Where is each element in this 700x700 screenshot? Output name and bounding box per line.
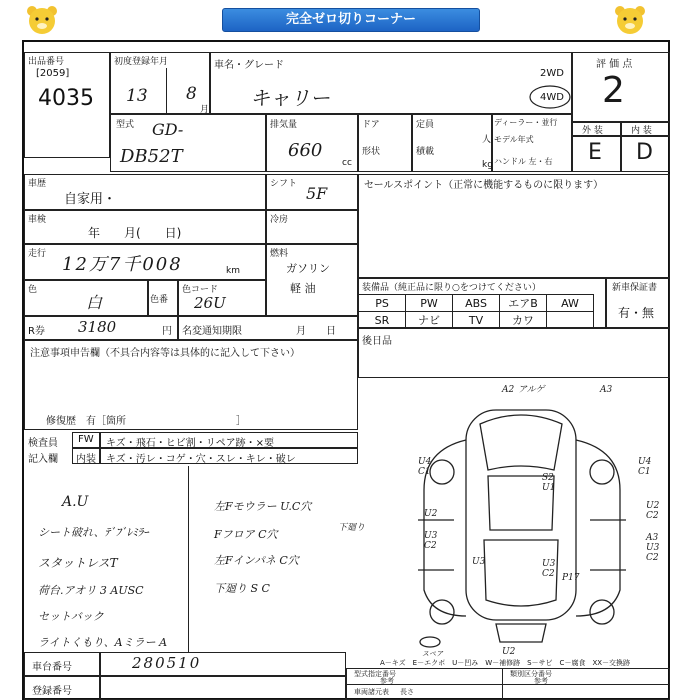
exterior-label: 外 装 xyxy=(582,126,603,136)
reg-label: 登録番号 xyxy=(32,686,72,697)
yen-unit: 円 xyxy=(162,326,172,337)
model-value: キャリー xyxy=(250,86,330,110)
first-reg-label: 初度登録年月 xyxy=(114,57,169,67)
note-right-5: 下廻り S C xyxy=(214,582,270,595)
color-code-label: 色コード xyxy=(182,285,219,295)
banner xyxy=(0,0,700,40)
note-left-6: ライトくもり、Aミラー A xyxy=(38,636,168,649)
banner-title: 完全ゼロ切りコーナー xyxy=(222,8,480,32)
equip-tv: TV xyxy=(453,312,500,329)
shift-label: シフト xyxy=(270,179,298,189)
diag-mark-u4-right: U4 xyxy=(638,457,652,467)
equip-airbag: エアB xyxy=(500,295,547,312)
diag-mark-a2: A2 xyxy=(502,385,515,395)
drive-2wd: 2WD xyxy=(540,68,564,79)
equip-abs: ABS xyxy=(453,295,500,312)
diag-mark-u3-bed: U3 xyxy=(542,559,556,569)
diag-mark-u3-right: U3 xyxy=(646,543,660,553)
interior-row-label: 内装 xyxy=(76,454,96,465)
equip-navi: ナビ xyxy=(406,312,453,329)
diag-mark-c2-bed: C2 xyxy=(542,569,555,579)
note-left-3: スタットレスT xyxy=(38,556,118,570)
note-left-2: シート破れ、ﾃﾞﾌﾞﾚﾐﾗｰ xyxy=(38,526,149,539)
shape-label: 形状 xyxy=(362,147,381,157)
handle-label: ハンドル 左・右 xyxy=(494,157,553,166)
load-label: 積載 xyxy=(416,147,435,157)
bottom-label-5: 車両諸元表 xyxy=(354,688,389,696)
bottom-label-1: 型式指定番号 xyxy=(354,670,396,678)
score-value: 2 xyxy=(602,70,625,111)
equipment-table xyxy=(358,294,594,329)
diag-mark-u3-side: U3 xyxy=(472,557,486,567)
diag-mark-u2-bottom: U2 xyxy=(502,647,516,657)
vehicle-damage-diagram xyxy=(384,380,670,658)
recycle-value: 3180 xyxy=(78,318,117,336)
diag-mark-spare: スペア xyxy=(422,650,443,658)
model-label: 車名・グレード xyxy=(214,60,284,71)
lot-label: 出品番号 xyxy=(28,57,65,67)
fw-options: キズ・飛石・ヒビ割・リペア跡・×要 xyxy=(106,438,274,449)
ac-label: 冷房 xyxy=(270,215,289,225)
chassis-value: 280510 xyxy=(132,654,202,672)
drive-circle-mark xyxy=(526,82,572,112)
diag-mark-a3-right: A3 xyxy=(646,533,659,543)
sales-point-label: セールスポイント（正常に機能するものに限ります） xyxy=(364,180,604,191)
name-change-text: 月 日 xyxy=(296,326,336,337)
color-code-value: 26U xyxy=(194,294,226,312)
diag-mark-c2-left: C2 xyxy=(424,541,437,551)
equip-sr: SR xyxy=(359,312,406,329)
history-cell xyxy=(24,174,266,210)
color-no-label: 色番 xyxy=(150,295,169,305)
type-value-2: DB52T xyxy=(120,146,183,167)
km-unit: km xyxy=(226,266,240,276)
mileage-value: 12万7千008 xyxy=(62,254,183,275)
interior-options: キズ・汚レ・コゲ・穴・スレ・キレ・破レ xyxy=(106,454,296,465)
diag-mark-p17: P17 xyxy=(562,573,580,583)
equip-pw: PW xyxy=(406,295,453,312)
bottom-label-2: 参考 xyxy=(380,677,394,685)
history-value: 自家用・ xyxy=(64,192,117,207)
note-right-1: 左Fモウラー U.C穴 xyxy=(214,500,312,513)
record-label: 記入欄 xyxy=(28,454,58,465)
capacity-label: 定員 xyxy=(416,120,435,130)
diag-mark-u1: U1 xyxy=(542,483,556,493)
note-right-2: Fフロア C穴 xyxy=(214,528,278,541)
equip-empty xyxy=(547,312,594,329)
type-label: 型式 xyxy=(116,120,135,130)
bottom-label-4: 参考 xyxy=(534,677,548,685)
fw-label: FW xyxy=(78,434,94,445)
drive-4wd: 4WD xyxy=(540,92,564,103)
exterior-value: E xyxy=(588,140,602,165)
cc-unit: cc xyxy=(342,158,352,168)
damage-legend: A－キズ E－エクボ U－凹み W－補修跡 S－サビ C－腐食 XX－交換跡 xyxy=(380,659,631,667)
later-label: 後日品 xyxy=(362,336,392,347)
dealer-label: ディーラー・並行 xyxy=(494,118,558,127)
score-label: 評 価 点 xyxy=(596,59,633,70)
diag-mark-s2: S2 xyxy=(542,473,554,483)
name-change-label: 名変通知期限 xyxy=(182,326,242,337)
diag-mark-u2-left: U2 xyxy=(424,509,438,519)
equip-aw: AW xyxy=(547,295,594,312)
mileage-label: 走行 xyxy=(28,249,47,259)
displacement-label: 排気量 xyxy=(270,120,298,130)
note-left-1: A.U xyxy=(62,494,89,510)
diag-mark-c1-right: C1 xyxy=(638,467,651,477)
diag-mark-c1-left: C1 xyxy=(418,467,431,477)
fuel-gas: ガソリン xyxy=(286,262,330,275)
diag-mark-u4-left: U4 xyxy=(418,457,432,467)
repair-label: 修復歴 有［箇所 ］ xyxy=(46,416,246,427)
diag-mark-c2-right-2: C2 xyxy=(646,553,659,563)
diag-mark-arge: アルゲ xyxy=(518,385,545,395)
diag-mark-u2-right: U2 xyxy=(646,501,660,511)
note-left-4: 荷台.アオリ 3 AUSC xyxy=(38,584,144,597)
note-left-5: セットバック xyxy=(38,610,104,623)
first-reg-year: 13 xyxy=(126,86,148,106)
inspector-label: 検査員 xyxy=(28,438,58,449)
history-label: 車歴 xyxy=(28,179,47,189)
type-value-1: GD- xyxy=(152,120,184,139)
color-value: 白 xyxy=(86,293,103,312)
bear-mascot-icon xyxy=(612,3,648,37)
warranty-value: 有・無 xyxy=(618,306,655,320)
inspection-text: 年 月( 日) xyxy=(88,226,182,240)
interior-value: D xyxy=(636,140,653,165)
bear-mascot-icon xyxy=(24,3,60,37)
reg-value-cell xyxy=(100,676,346,700)
diag-mark-u3-left: U3 xyxy=(424,531,438,541)
interior-label: 内 装 xyxy=(631,126,652,136)
later-cell xyxy=(358,328,670,378)
notes-divider xyxy=(188,466,189,652)
fuel-label: 燃料 xyxy=(270,249,289,259)
door-label: ドア xyxy=(362,120,380,130)
fuel-diesel: 軽 油 xyxy=(290,282,316,295)
color-label: 色 xyxy=(28,285,38,295)
note-right-3: 下廻り xyxy=(338,523,366,533)
model-year-label: モデル年式 xyxy=(494,135,534,144)
chassis-label: 車台番号 xyxy=(32,662,72,673)
bottom-label-6: 長さ xyxy=(400,688,414,696)
warranty-label: 新車保証書 xyxy=(612,283,658,293)
recycle-label: R券 xyxy=(28,326,45,337)
bottom-label-3: 類別区分番号 xyxy=(510,670,552,678)
equipment-label: 装備品（純正品に限り○をつけてください） xyxy=(362,283,541,293)
diag-mark-a3: A3 xyxy=(600,385,613,395)
note-right-4: 左Fインパネ C穴 xyxy=(214,554,299,567)
displacement-value: 660 xyxy=(288,140,323,161)
lot-number: 4035 xyxy=(38,86,94,111)
person-unit: 人 xyxy=(482,135,492,145)
shift-value: 5F xyxy=(306,184,328,203)
auction-sheet xyxy=(22,40,670,700)
kg-unit: kg xyxy=(482,160,493,170)
diag-mark-c2-right: C2 xyxy=(646,511,659,521)
equip-leather: カワ xyxy=(500,312,547,329)
lot-small: [2059] xyxy=(36,68,70,79)
inspection-label: 車検 xyxy=(28,215,47,225)
month-unit: 月 xyxy=(200,105,210,115)
equip-ps: PS xyxy=(359,295,406,312)
first-reg-month: 8 xyxy=(186,84,197,104)
notes-label: 注意事項申告欄（不具合内容等は具体的に記入して下さい） xyxy=(30,348,300,359)
